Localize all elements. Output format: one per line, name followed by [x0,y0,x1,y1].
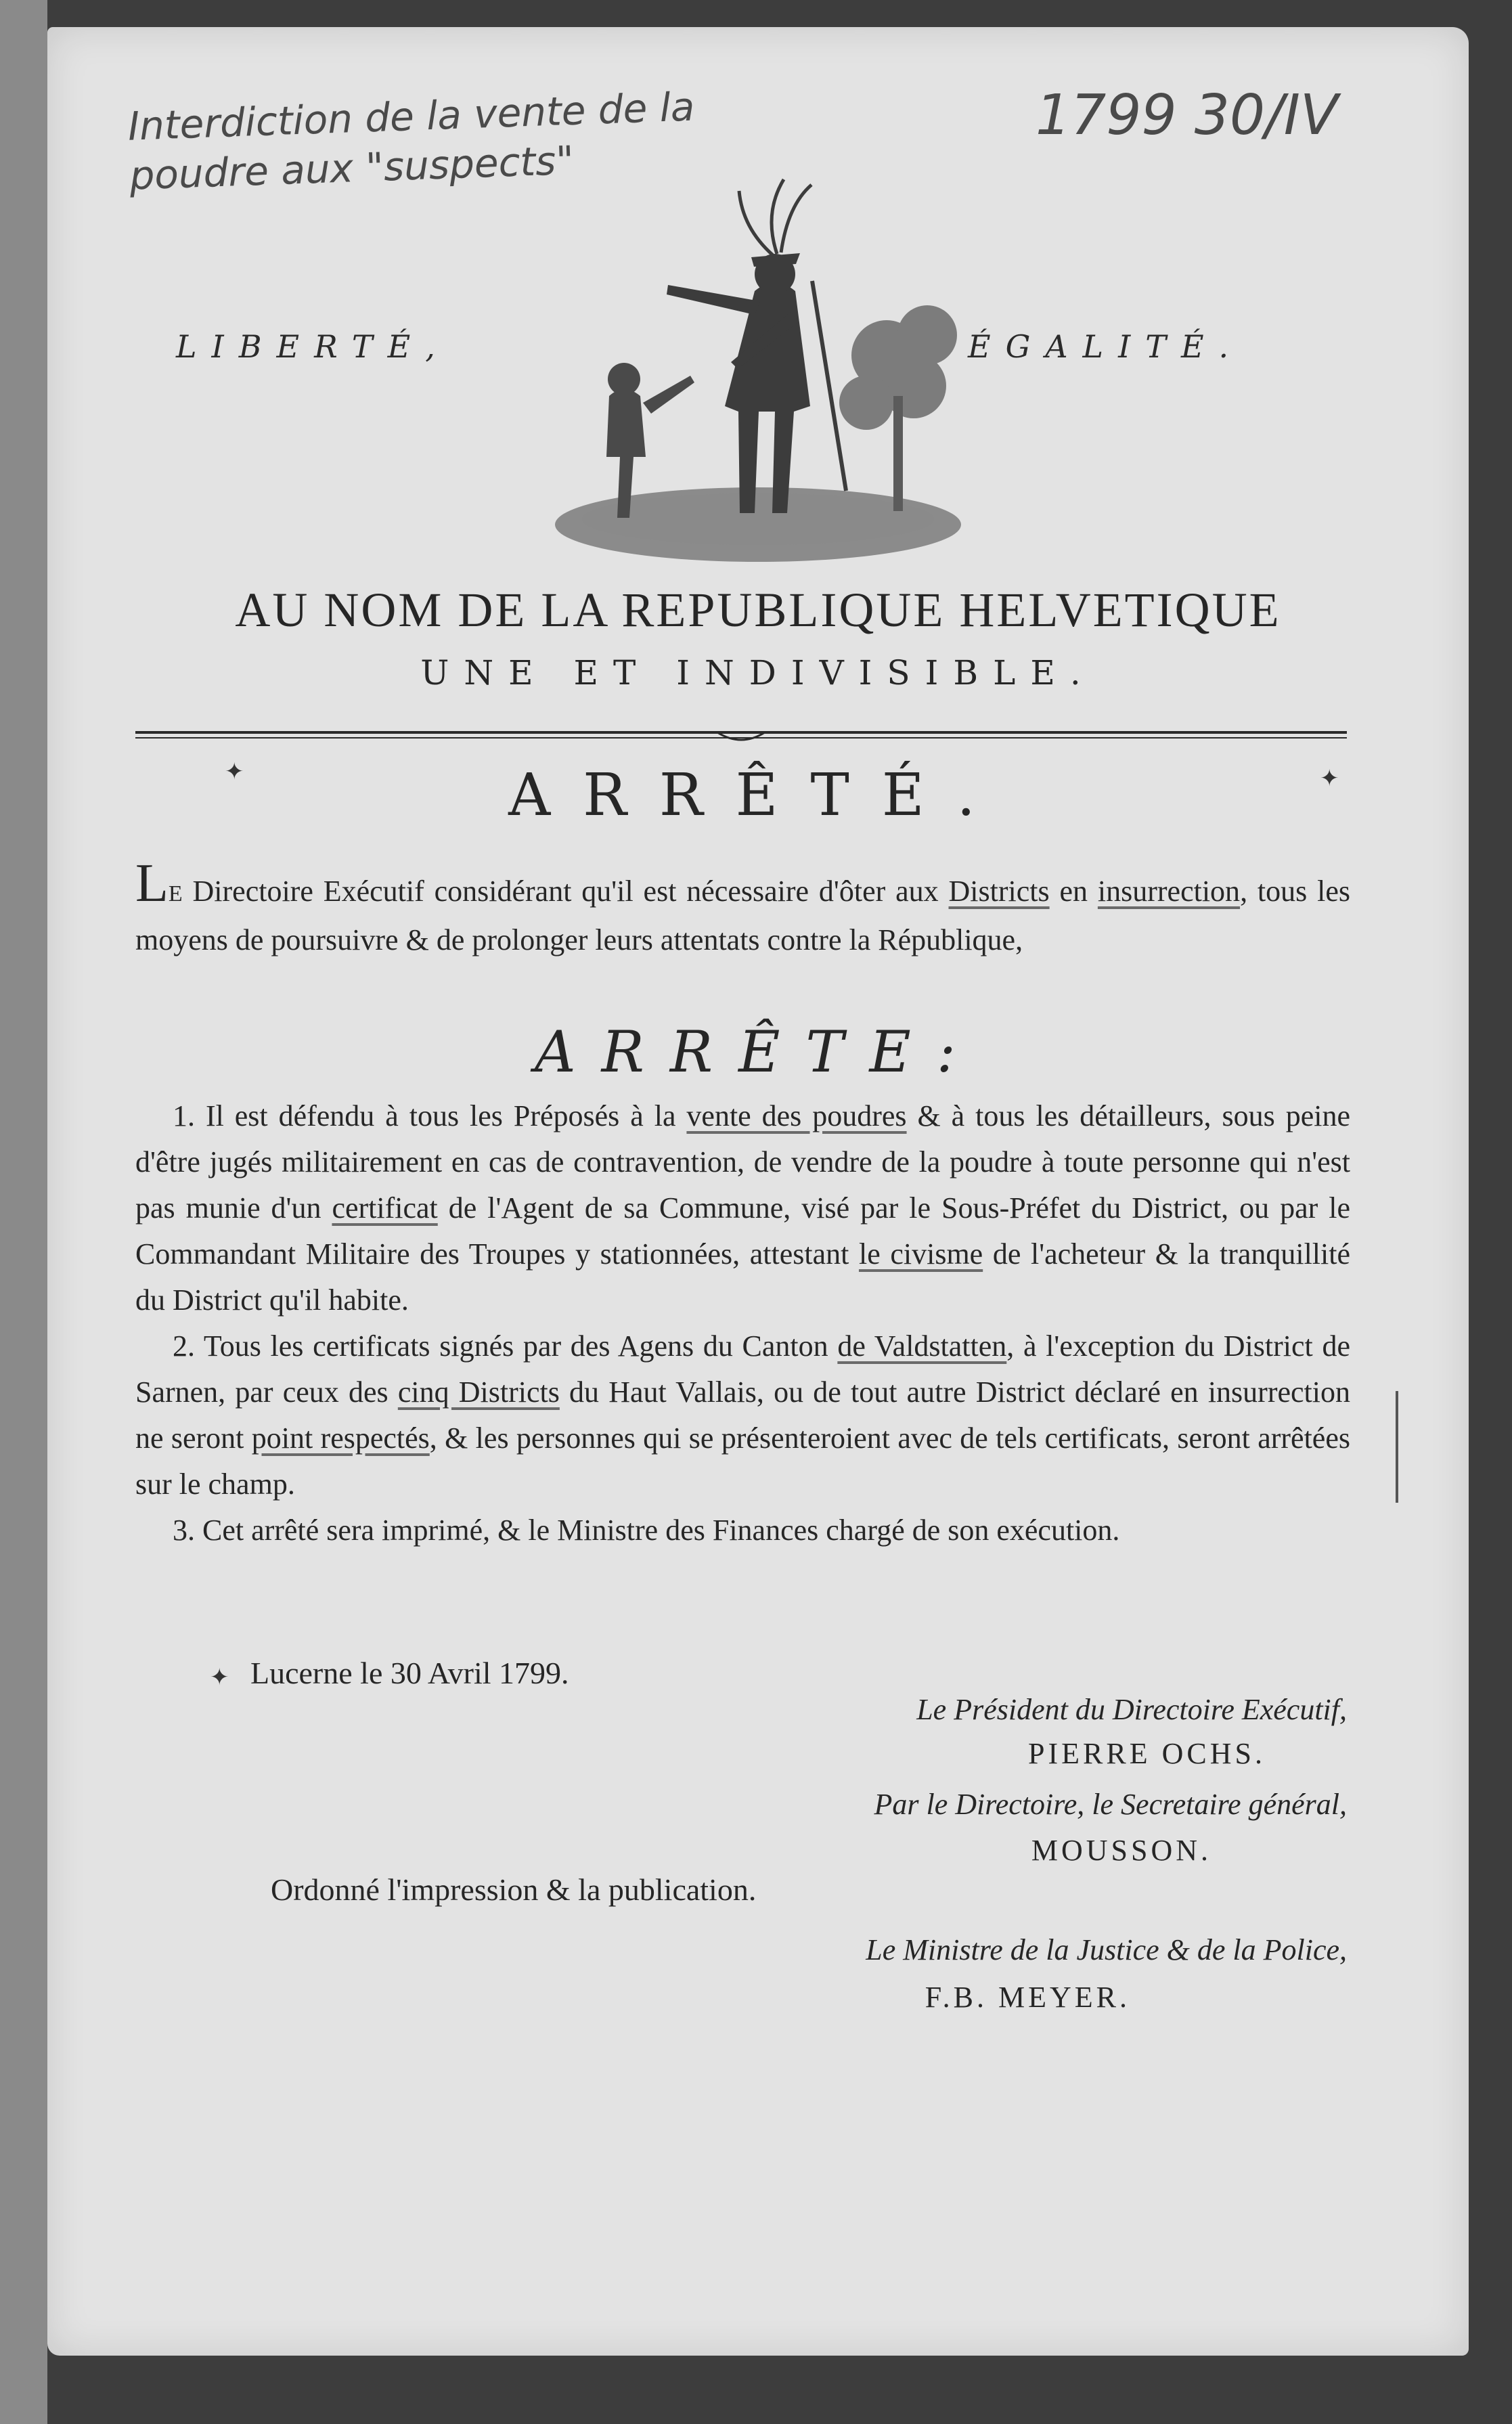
minister-role: Le Ministre de la Justice & de la Police, [866,1933,1347,1966]
bullet-mark-left: ✦ [225,758,244,785]
underlined-phrase: de Valdstatten [837,1329,1007,1363]
margin-pencil-mark [1396,1391,1398,1503]
article-text: , & les personnes qui se présenteroient avec de tels certificats, seront arrêtées sur le champ. [135,1422,1350,1501]
underlined-phrase: vente des poudres [686,1099,907,1132]
preamble-text: Directoire Exécutif considérant qu'il est nécessaire d'ôter aux [182,875,949,908]
underlined-phrase: Districts [948,875,1050,908]
article-3: 3. Cet arrêté sera imprimé, & le Ministre des Finances chargé de son exécution. [173,1514,1120,1547]
preamble-smallcap: E [168,881,183,906]
president-role: Le Président du Directoire Exécutif, [916,1693,1347,1726]
article-1 [135,1093,1350,1323]
preamble-text: en [1049,875,1098,908]
handwritten-note: Interdiction de la vente de la poudre aux "suspects" [127,83,696,199]
president-name: PIERRE OCHS. [1028,1737,1266,1770]
heading-indivisible: UNE ET INDIVISIBLE. [420,653,1096,692]
drop-initial: L [135,854,169,913]
secretary-role: Par le Directoire, le Secretaire général, [874,1788,1347,1821]
bullet-mark-right: ✦ [1320,765,1339,792]
title-arrete: ARRÊTÉ. [508,762,1008,829]
article-2 [135,1323,1350,1507]
underlined-phrase: certificat [332,1191,438,1225]
article-text: 1. Il est défendu à tous les Préposés à la [173,1099,687,1132]
underlined-phrase: cinq Districts [397,1375,560,1409]
article-text: 2. Tous les certificats signés par des Agens du Canton [173,1329,838,1363]
article-text: du Haut Vallais, ou de tout autre District déclaré en insurrection ne seront [135,1375,1350,1455]
article-text: & à tous les détailleurs, sous peine d'être jugés militairement en cas de contravention, de vendre de la poudre à toute personne qui n'est pas munie d'un [135,1099,1350,1225]
secretary-name: MOUSSON. [1031,1834,1211,1867]
underlined-phrase: le civisme [858,1237,983,1271]
publication-order: Ordonné l'impression & la publication. [271,1872,757,1907]
scan-background-strip [0,0,47,2424]
bullet-mark-date: ✦ [210,1664,229,1691]
preamble-paragraph [135,854,1351,963]
document-page [47,27,1469,2356]
article-text: de l'Agent de sa Commune, visé par le Sous-Préfet du District, ou par le Commandant Militaire des Troupes y stationnées, attestant [135,1191,1351,1271]
underlined-phrase: insurrection [1097,875,1241,908]
ornamental-rule-divider [135,723,1347,750]
motto-liberte: LIBERTÉ, [176,328,450,365]
preamble-text: , tous les moyens de poursuivre & de prolonger leurs attentats contre la République, [135,875,1351,956]
handwritten-date-reference: 1799 30/IV [1036,83,1338,148]
articles-section [135,1093,1350,1553]
underlined-phrase: point respectés [251,1422,430,1455]
place-and-date: Lucerne le 30 Avril 1799. [250,1656,569,1690]
heading-republic: AU NOM DE LA REPUBLIQUE HELVETIQUE [235,583,1281,637]
engraved-vignette-illustration [508,173,995,572]
article-text: de l'acheteur & la tranquillité du District qu'il habite. [135,1237,1350,1317]
minister-name: F.B. MEYER. [925,1981,1130,2014]
article-text: , à l'exception du District de Sarnen, par ceux des [135,1329,1350,1409]
motto-egalite: ÉGALITÉ. [968,328,1244,365]
decree-title: ARRÊTE: [534,1019,982,1085]
